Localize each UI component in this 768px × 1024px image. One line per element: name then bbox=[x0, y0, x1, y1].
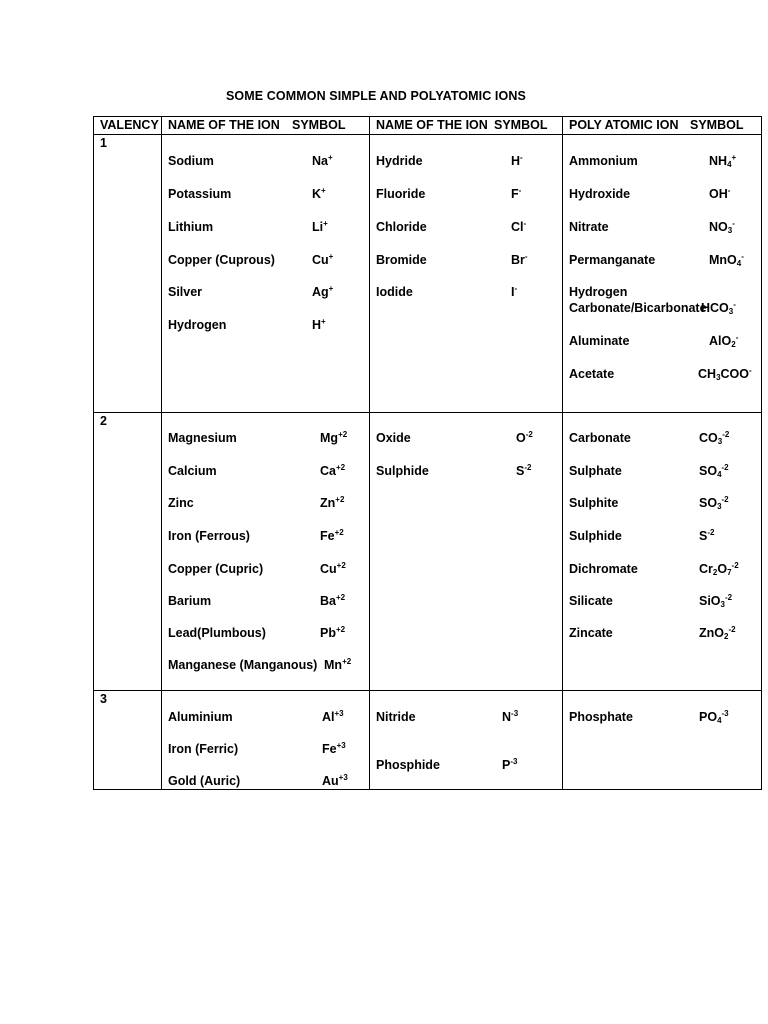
ion-entry bbox=[569, 709, 757, 741]
ion-symbol: $P^{-3}$ bbox=[502, 757, 518, 772]
ion-name: Iodide bbox=[376, 285, 413, 299]
cations-cell bbox=[162, 413, 370, 691]
ion-name: Carbonate bbox=[569, 431, 631, 445]
header-valency-label: VALENCY bbox=[100, 118, 159, 132]
ion-name: Fluoride bbox=[376, 187, 426, 201]
ion-entry bbox=[168, 317, 365, 349]
ion-entry bbox=[569, 528, 757, 560]
ion-symbol: $CH_3COO^-$ bbox=[698, 366, 752, 382]
anions-cell bbox=[370, 135, 563, 413]
ion-name: Hydrogen bbox=[168, 318, 227, 332]
ion-symbol: $CO_3^{-2}$ bbox=[699, 430, 730, 446]
ion-name: Hydrogen Carbonate/Bicarbonate bbox=[569, 285, 707, 315]
ion-entry bbox=[168, 528, 365, 560]
ion-name: Copper (Cuprous) bbox=[168, 253, 275, 267]
ion-name: Lithium bbox=[168, 220, 214, 234]
ion-entry bbox=[569, 219, 757, 251]
ion-entry bbox=[168, 709, 365, 741]
ion-name: Copper (Cupric) bbox=[168, 562, 264, 576]
ion-symbol: $Al^{+3}$ bbox=[322, 709, 344, 724]
header-col2 bbox=[370, 117, 563, 135]
ion-name: Aluminium bbox=[168, 710, 233, 724]
ion-entry bbox=[168, 741, 365, 773]
ion-entry bbox=[569, 366, 757, 398]
header-symbol1: SYMBOL bbox=[292, 118, 346, 132]
ion-entry bbox=[569, 284, 757, 316]
ion-entry bbox=[168, 252, 365, 284]
ion-entry bbox=[168, 284, 365, 316]
ion-symbol: $SO_4^{-2}$ bbox=[699, 463, 729, 479]
ion-entry bbox=[168, 495, 365, 527]
ion-name: Ammonium bbox=[569, 154, 638, 168]
cations-cell bbox=[162, 135, 370, 413]
ion-symbol: MnO$_4$- bbox=[709, 252, 744, 268]
ion-name: Nitride bbox=[376, 710, 416, 724]
ion-entry bbox=[376, 219, 558, 251]
ion-name: Bromide bbox=[376, 253, 427, 267]
ion-name: Manganese (Manganous) bbox=[168, 658, 318, 672]
polyatomic-cell bbox=[563, 691, 762, 790]
ion-symbol: $S^{-2}$ bbox=[699, 528, 715, 543]
ion-name: Sodium bbox=[168, 154, 214, 168]
ion-symbol: Li+ bbox=[312, 219, 328, 234]
ion-entry bbox=[168, 186, 365, 218]
header-name1: NAME OF THE ION bbox=[168, 118, 280, 132]
ion-entry bbox=[376, 430, 558, 462]
header-symbol2: SYMBOL bbox=[494, 118, 548, 132]
ion-entry bbox=[168, 657, 365, 689]
ion-name: Gold (Auric) bbox=[168, 774, 241, 788]
ion-name: Silicate bbox=[569, 594, 613, 608]
ion-name: Oxide bbox=[376, 431, 411, 445]
ion-symbol: $Fe^{+2}$ bbox=[320, 528, 344, 543]
valency-value: 3 bbox=[94, 691, 162, 790]
ion-name: Iron (Ferrous) bbox=[168, 529, 250, 543]
ion-symbol: OH- bbox=[709, 186, 731, 201]
ion-entry bbox=[168, 430, 365, 462]
ion-symbol: H+ bbox=[312, 317, 326, 332]
anions-cell bbox=[370, 691, 563, 790]
ion-symbol: $N^{-3}$ bbox=[502, 709, 519, 724]
ion-name: Sulphide bbox=[569, 529, 622, 543]
ion-symbol: $Cr_2O_7^{-2}$ bbox=[699, 561, 739, 577]
ion-symbol: H- bbox=[511, 153, 523, 168]
ion-entry bbox=[569, 153, 757, 185]
ion-entry bbox=[569, 593, 757, 625]
ion-symbol: Na+ bbox=[312, 153, 333, 168]
valency-value: 2 bbox=[94, 413, 162, 691]
ion-entry bbox=[569, 333, 757, 365]
ion-entry bbox=[376, 709, 558, 741]
ion-name: Sulphate bbox=[569, 464, 622, 478]
ion-symbol: $Pb^{+2}$ bbox=[320, 625, 346, 640]
valency-value: 1 bbox=[94, 135, 162, 413]
page-title: SOME COMMON SIMPLE AND POLYATOMIC IONS bbox=[226, 89, 526, 103]
ion-name: Potassium bbox=[168, 187, 232, 201]
ion-name: Phosphide bbox=[376, 758, 440, 772]
ion-entry bbox=[168, 463, 365, 495]
ion-entry bbox=[376, 757, 558, 789]
ion-name: Iron (Ferric) bbox=[168, 742, 239, 756]
ion-symbol: $NO_3^-$ bbox=[709, 219, 735, 235]
ion-symbol: I- bbox=[511, 284, 518, 299]
ion-name: Dichromate bbox=[569, 562, 638, 576]
header-col3 bbox=[563, 117, 762, 135]
ion-entry bbox=[569, 252, 757, 284]
ion-symbol: $Cu^{+2}$ bbox=[320, 561, 346, 576]
ion-symbol: $O^{-2}$ bbox=[516, 430, 533, 445]
ion-symbol: SiO$_3^{-2}$ bbox=[699, 593, 733, 609]
ion-entry bbox=[569, 561, 757, 593]
ion-symbol: ZnO$_2^{-2}$ bbox=[699, 625, 736, 641]
ion-entry bbox=[168, 153, 365, 185]
ion-name: Zincate bbox=[569, 626, 613, 640]
ion-symbol: $Au^{+3}$ bbox=[322, 773, 348, 788]
ion-symbol: Ag+ bbox=[312, 284, 334, 299]
ion-entry bbox=[569, 186, 757, 218]
ion-entry bbox=[376, 153, 558, 185]
ion-entry bbox=[569, 430, 757, 462]
ion-entry bbox=[569, 463, 757, 495]
ion-entry bbox=[168, 593, 365, 625]
ion-symbol: $Zn^{+2}$ bbox=[320, 495, 345, 510]
cations-cell bbox=[162, 691, 370, 790]
ion-name: Hydride bbox=[376, 154, 423, 168]
polyatomic-cell bbox=[563, 413, 762, 691]
ion-entry bbox=[376, 186, 558, 218]
ion-symbol: $PO_4^{-3}$ bbox=[699, 709, 729, 725]
valency-row-1 bbox=[94, 135, 762, 413]
ion-name: Barium bbox=[168, 594, 212, 608]
ion-symbol: Cl- bbox=[511, 219, 527, 234]
valency-row-2 bbox=[94, 413, 762, 691]
ion-name: Chloride bbox=[376, 220, 427, 234]
ion-name: Calcium bbox=[168, 464, 217, 478]
ion-name: Hydroxide bbox=[569, 187, 631, 201]
ion-name: Nitrate bbox=[569, 220, 609, 234]
ion-name: Sulphite bbox=[569, 496, 619, 510]
ion-entry bbox=[569, 495, 757, 527]
ions-table bbox=[93, 116, 762, 790]
ion-symbol: $Ba^{+2}$ bbox=[320, 593, 346, 608]
ion-name: Lead(Plumbous) bbox=[168, 626, 266, 640]
ion-name: Permanganate bbox=[569, 253, 656, 267]
ion-entry bbox=[376, 284, 558, 316]
ion-name: Phosphate bbox=[569, 710, 633, 724]
ion-name: Sulphide bbox=[376, 464, 429, 478]
ion-symbol: Cu+ bbox=[312, 252, 334, 267]
ion-symbol: $S^{-2}$ bbox=[516, 463, 532, 478]
header-row bbox=[94, 117, 762, 135]
ion-name: Silver bbox=[168, 285, 203, 299]
ion-entry bbox=[168, 219, 365, 251]
ion-entry bbox=[168, 773, 365, 805]
ion-name: Zinc bbox=[168, 496, 194, 510]
ion-symbol: AlO$_2$- bbox=[709, 333, 739, 349]
ion-symbol: $Ca^{+2}$ bbox=[320, 463, 346, 478]
header-symbol3: SYMBOL bbox=[690, 118, 744, 132]
ion-symbol: K+ bbox=[312, 186, 326, 201]
ion-entry bbox=[376, 252, 558, 284]
ion-symbol: Br- bbox=[511, 252, 528, 267]
ion-name: Acetate bbox=[569, 367, 615, 381]
ion-name: Aluminate bbox=[569, 334, 630, 348]
ion-symbol: $Mn^{+2}$ bbox=[324, 657, 352, 672]
header-name2: NAME OF THE ION bbox=[376, 118, 488, 132]
ion-symbol: $Mg^{+2}$ bbox=[320, 430, 348, 445]
anions-cell bbox=[370, 413, 563, 691]
ion-entry bbox=[569, 625, 757, 657]
ion-entry bbox=[168, 625, 365, 657]
ion-entry bbox=[376, 463, 558, 495]
header-valency bbox=[94, 117, 162, 135]
ion-symbol: $NH_4^+$ bbox=[709, 153, 737, 169]
ion-symbol: F- bbox=[511, 186, 522, 201]
ion-symbol: $SO_3^{-2}$ bbox=[699, 495, 729, 511]
valency-row-3 bbox=[94, 691, 762, 790]
polyatomic-cell bbox=[563, 135, 762, 413]
header-name3: POLY ATOMIC ION bbox=[569, 118, 679, 132]
ion-entry bbox=[168, 561, 365, 593]
header-col1 bbox=[162, 117, 370, 135]
ion-name: Magnesium bbox=[168, 431, 237, 445]
ion-symbol: $Fe^{+3}$ bbox=[322, 741, 346, 756]
ion-symbol: $HCO_3^-$ bbox=[701, 300, 736, 316]
